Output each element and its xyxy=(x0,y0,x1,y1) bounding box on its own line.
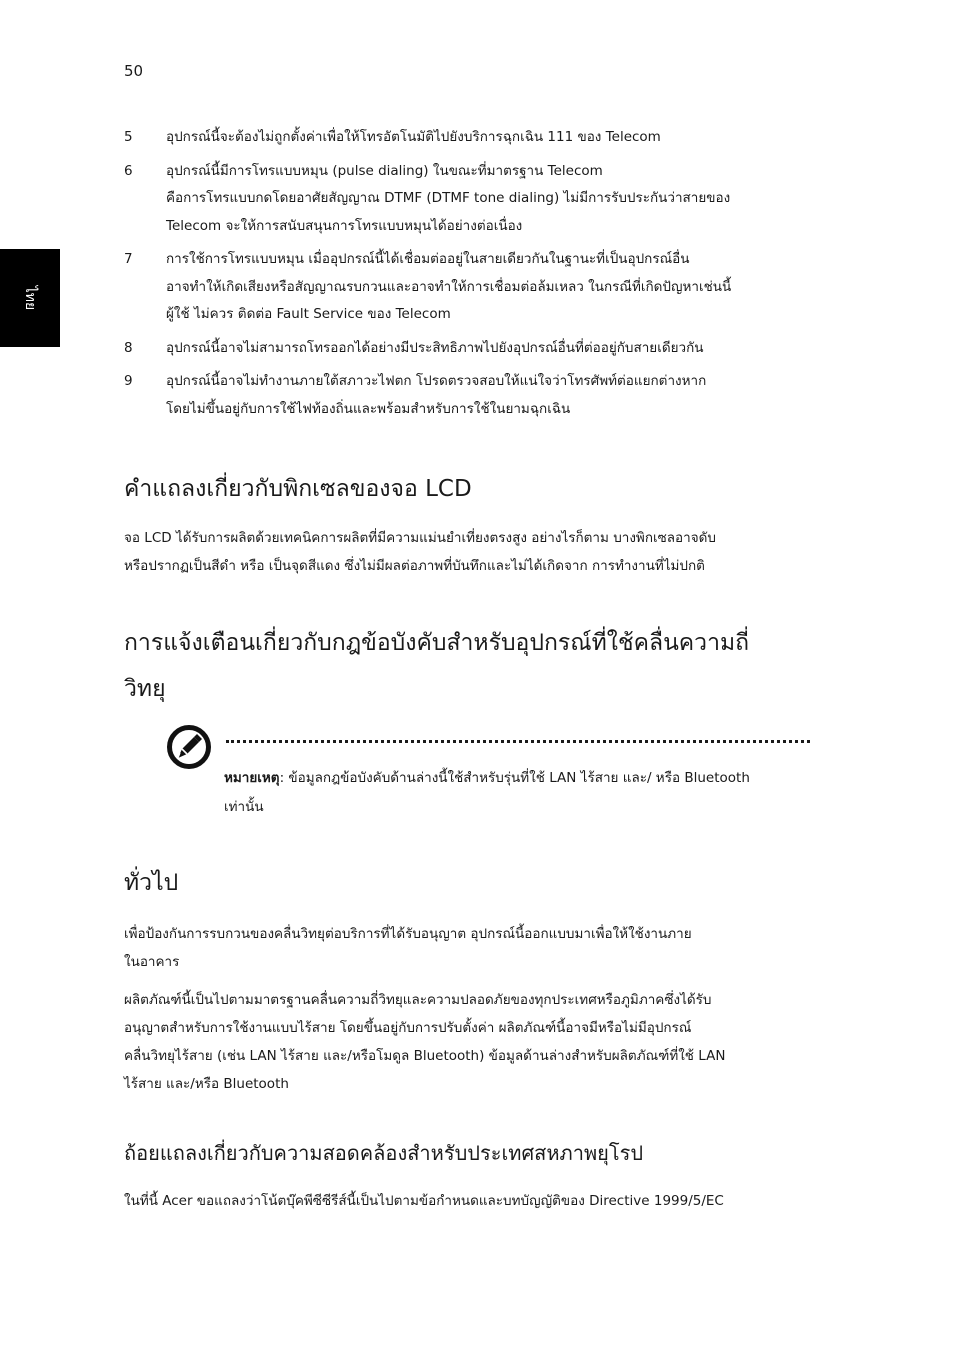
numbered-list xyxy=(124,124,804,429)
language-side-tab-label: ไทย xyxy=(22,285,38,311)
list-item-number: 9 xyxy=(124,373,133,389)
general-paragraph-1: เพื่อป้องกันการรบกวนของคลื่นวิทยุต่อบริการที่ได้รับอนุญาต อุปกรณ์นี้ออกแบบมาเพื่อให้ใช้งานภาย ในอาคาร xyxy=(124,926,692,970)
page-number: 50 xyxy=(124,62,144,80)
general-paragraph-2: ผลิตภัณฑ์นี้เป็นไปตามมาตรฐานคลื่นความถี่วิทยุและความปลอดภัยของทุกประเทศหรือภูมิภาคซึ่งได้รับ อนุญาตสำหรับการใช้งานแบบไร้สาย โดยขึ้นอยู่กับการปรับตั้งค่า ผลิตภัณฑ์นี้อาจมีหรือไม่มีอุปกรณ์ คลื่นวิทยุไร้สาย (เช่น LAN ไร้สาย และ/หรือโมดูล Bluetooth) ข้อมูลด้านล่างสำหรับผลิตภัณฑ์ที่ใช้ LAN ไร้สาย และ/หรือ Bluetooth xyxy=(124,992,726,1092)
list-item-number: 8 xyxy=(124,339,133,356)
note-body: : ข้อมูลกฎข้อบังคับด้านล่างนี้ใช้สำหรับรุ่นที่ใช้ LAN ไร้สาย และ/ หรือ Bluetooth เท่านั้น xyxy=(224,770,750,815)
list-item xyxy=(124,158,804,241)
eu-heading: ถ้อยแถลงเกี่ยวกับความสอดคล้องสำหรับประเทศสหภาพยุโรป xyxy=(124,1141,644,1165)
general-heading: ทั่วไป xyxy=(124,870,179,896)
list-item-text: อุปกรณ์นี้จะต้องไม่ถูกตั้งค่าเพื่อให้โทรอัตโนมัติไปยังบริการฉุกเฉิน 111 ของ Telecom xyxy=(166,129,661,145)
list-item-text: อุปกรณ์นี้มีการโทรแบบหมุน (pulse dialing) ในขณะที่มาตรฐาน Telecom คือการโทรแบบกดโดยอาศัยสัญญาณ DTMF (DTMF tone dialing) ไม่มีการรับประกันว่าสายของ Telecom จะให้การสนับสนุนการโทรแบบหมุนได้อย่างต่อเนื่อง xyxy=(166,162,731,234)
list-item xyxy=(124,335,804,363)
note-label: หมายเหตุ xyxy=(224,770,280,786)
list-item-text: อุปกรณ์นี้อาจไม่ทำงานภายใต้สภาวะไฟตก โปรดตรวจสอบให้แน่ใจว่าโทรศัพท์ต่อแยกต่างหาก โดยไม่ขึ้นอยู่กับการใช้ไฟท้องถิ่นและพร้อมสำหรับการใช้ในยามฉุกเฉิน xyxy=(166,373,707,417)
radio-heading-line2: วิทยุ xyxy=(124,676,166,702)
note-dotted-rule xyxy=(226,740,810,743)
language-side-tab xyxy=(0,249,60,347)
list-item-number: 5 xyxy=(124,129,133,145)
radio-heading-line1: การแจ้งเตือนเกี่ยวกับกฎข้อบังคับสำหรับอุปกรณ์ที่ใช้คลื่นความถี่ xyxy=(124,630,750,656)
note-text xyxy=(224,764,784,822)
eu-paragraph: ในที่นี้ Acer ขอแถลงว่าโน้ตบุ๊คพีซีซีรีส์นี้เป็นไปตามข้อกำหนดและบทบัญญัติของ Directive 1999/5/EC xyxy=(124,1193,724,1209)
list-item-text: การใช้การโทรแบบหมุน เมื่ออุปกรณ์นี้ได้เชื่อมต่ออยู่ในสายเดียวกันในฐานะที่เป็นอุปกรณ์อื่น อาจทำให้เกิดเสียงหรือสัญญาณรบกวนและอาจทำให้การเชื่อมต่อล้มเหลว ในกรณีที่เกิดปัญหาเช่นนี้ ผู้ใช้ ไม่ควร ติดต่อ Fault Service ของ Telecom xyxy=(166,251,732,322)
lcd-heading: คำแถลงเกี่ยวกับพิกเซลของจอ LCD xyxy=(124,476,472,502)
list-item-text: อุปกรณ์นี้อาจไม่สามารถโทรออกได้อย่างมีประสิทธิภาพไปยังอุปกรณ์อื่นที่ต่ออยู่กับสายเดียวกัน xyxy=(166,339,704,356)
note-pen-icon xyxy=(166,724,212,770)
list-item xyxy=(124,246,804,329)
list-item-number: 7 xyxy=(124,251,133,267)
list-item xyxy=(124,124,804,152)
lcd-paragraph: จอ LCD ได้รับการผลิตด้วยเทคนิคการผลิตที่มีความแม่นยำเที่ยงตรงสูง อย่างไรก็ตาม บางพิกเซลอาจดับ หรือปรากฏเป็นสีดำ หรือ เป็นจุดสีแดง ซึ่งไม่มีผลต่อภาพที่บันทึกและไม่ได้เกิดจาก การทำงานที่ไม่ปกติ xyxy=(124,530,716,574)
list-item-number: 6 xyxy=(124,162,133,179)
list-item xyxy=(124,368,804,423)
